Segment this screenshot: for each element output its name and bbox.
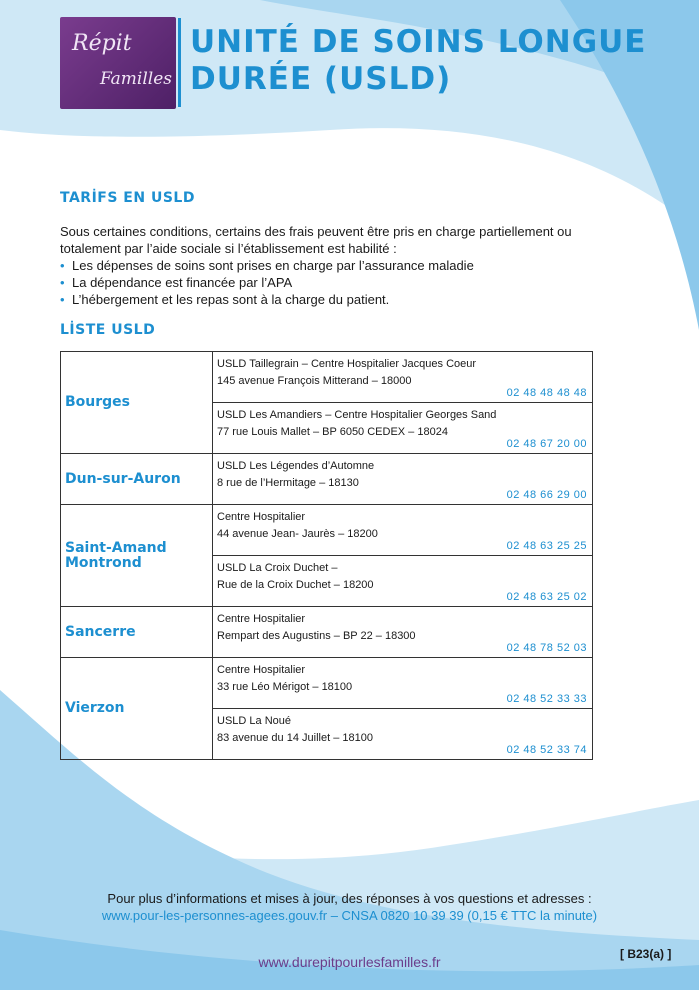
bullet-icon: • [60, 292, 65, 307]
page-code: [ B23(a) ] [620, 947, 672, 961]
tarifs-intro: Sous certaines conditions, certains des frais peuvent être pris en charge partiellement ou totalement par l’aide sociale si l’établissement est habilité : [60, 224, 572, 256]
facility-phone[interactable]: 02 48 52 33 74 [506, 744, 587, 756]
facility-phone[interactable]: 02 48 63 25 25 [506, 540, 587, 552]
facility-address: 44 avenue Jean- Jaurès – 18200 [217, 528, 378, 540]
table-row [61, 352, 593, 403]
table-row [61, 658, 593, 709]
list-item: • Les dépenses de soins sont prises en charge par l’assurance maladie [60, 258, 474, 273]
title-divider [178, 18, 181, 107]
facility-phone[interactable]: 02 48 78 52 03 [506, 642, 587, 654]
facility-address: 8 rue de l’Hermitage – 18130 [217, 477, 359, 489]
facility-address: 77 rue Louis Mallet – BP 6050 CEDEX – 18024 [217, 426, 448, 438]
tarifs-text [60, 223, 600, 308]
table-row [61, 505, 593, 556]
facility-phone[interactable]: 02 48 63 25 02 [506, 591, 587, 603]
facility-address: Rempart des Augustins – BP 22 – 18300 [217, 630, 416, 642]
logo-line1: Répit [72, 31, 132, 56]
tarifs-heading: TARİFS EN USLD [60, 190, 195, 206]
list-item: • La dépendance est financée par l’APA [60, 275, 293, 290]
table-row [61, 607, 593, 658]
facility-name: USLD Les Amandiers – Centre Hospitalier Georges Sand [217, 409, 497, 421]
facility-address: 33 rue Léo Mérigot – 18100 [217, 681, 353, 693]
facility-name: USLD La Croix Duchet – [217, 562, 338, 574]
footer-link[interactable]: www.pour-les-personnes-agees.gouv.fr – CNSA 0820 10 39 39 (0,15 € TTC la minute) [101, 908, 598, 923]
list-item: • L’hébergement et les repas sont à la charge du patient. [60, 292, 390, 307]
facility-cell [213, 352, 593, 403]
facility-address: 145 avenue François Mitterand – 18000 [217, 375, 412, 387]
facility-phone[interactable]: 02 48 67 20 00 [506, 438, 587, 450]
bullet-icon: • [60, 258, 65, 273]
city-cell: Saint-Amand Montrond [61, 505, 213, 607]
facility-cell [213, 607, 593, 658]
facility-address: 83 avenue du 14 Juillet – 18100 [217, 732, 373, 744]
facility-cell [213, 403, 593, 454]
facility-name: USLD Les Légendes d’Automne [217, 460, 375, 472]
table-row [61, 454, 593, 505]
city-cell: Bourges [61, 352, 213, 454]
logo [60, 17, 176, 109]
city-cell: Dun-sur-Auron [61, 454, 213, 505]
facility-cell [213, 556, 593, 607]
facility-phone[interactable]: 02 48 66 29 00 [506, 489, 587, 501]
facility-name: USLD La Noué [217, 715, 291, 727]
facility-name: Centre Hospitalier [217, 664, 306, 676]
footer-info: Pour plus d’informations et mises à jour, des réponses à vos questions et adresses : [107, 891, 592, 906]
logo-line2: Familles [100, 69, 172, 89]
usld-table [60, 351, 593, 760]
facility-cell [213, 454, 593, 505]
facility-cell [213, 658, 593, 709]
facility-cell [213, 709, 593, 760]
facility-cell [213, 505, 593, 556]
logo-text [60, 17, 176, 109]
bullet-icon: • [60, 275, 65, 290]
page-title: UNITÉ DE SOINS LONGUE DURÉE (USLD) [190, 24, 647, 97]
site-link[interactable]: www.durepitpourlesfamilles.fr [258, 954, 441, 970]
facility-phone[interactable]: 02 48 52 33 33 [506, 693, 587, 705]
city-cell: Vierzon [61, 658, 213, 760]
facility-name: Centre Hospitalier [217, 613, 306, 625]
facility-phone[interactable]: 02 48 48 48 48 [506, 387, 587, 399]
tarifs-list [60, 257, 600, 308]
city-cell: Sancerre [61, 607, 213, 658]
liste-heading: LİSTE USLD [60, 322, 156, 338]
facility-name: USLD Taillegrain – Centre Hospitalier Jacques Coeur [217, 358, 477, 370]
facility-name: Centre Hospitalier [217, 511, 306, 523]
facility-address: Rue de la Croix Duchet – 18200 [217, 579, 374, 591]
